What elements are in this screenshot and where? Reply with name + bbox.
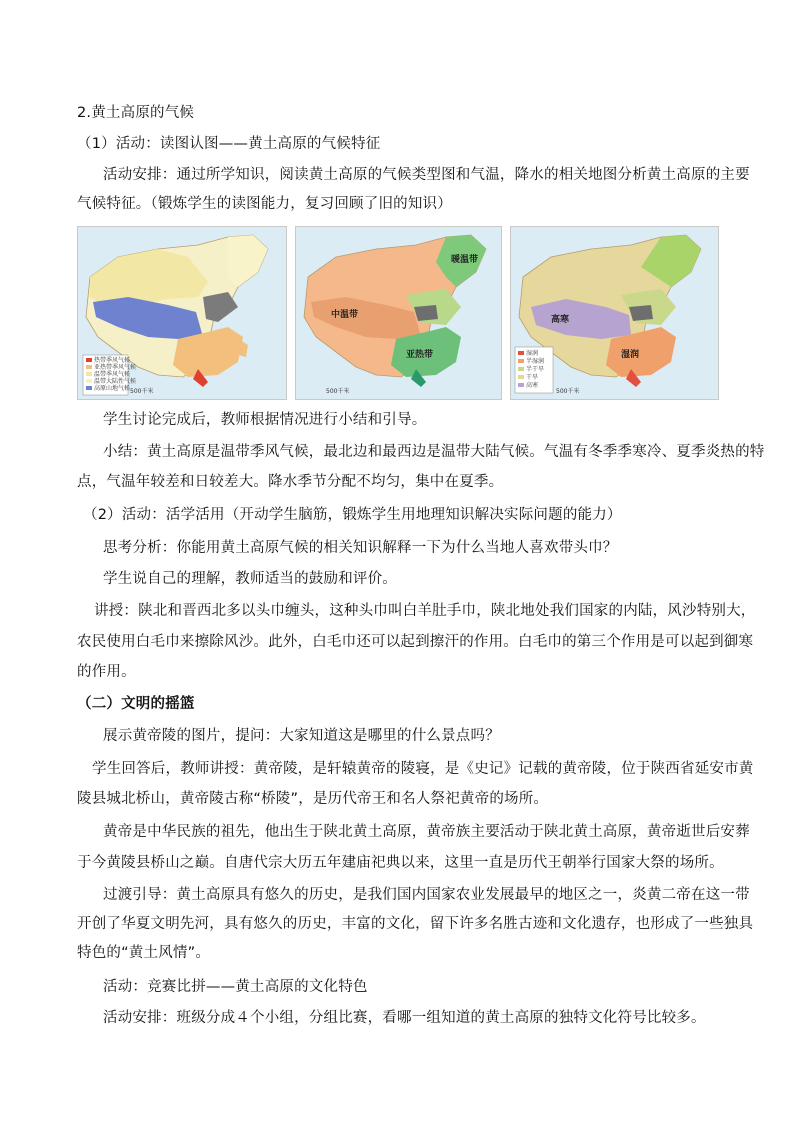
map2-zone-2: 亚热带 (406, 350, 434, 360)
transition-line1: 过渡引导：黄土高原具有悠久的历史，是我们国内国家农业发展最早的地区之一，炎黄二帝在这一带 (103, 887, 750, 903)
section2-title: （二）文明的摇篮 (77, 696, 195, 712)
map3-legend-2: 半干旱 (526, 366, 545, 373)
map1-legend-2: 温带季风气候 (94, 371, 131, 378)
map1-legend-3: 温带大陆性气候 (94, 378, 137, 385)
precipitation-zone-map (510, 226, 719, 400)
climate-map-figures (77, 226, 717, 398)
lecture1-line2: 农民使用白毛巾来擦除风沙。此外，白毛巾还可以起到擦汗的作用。白毛巾的第三个作用是可以起到御寒 (77, 634, 754, 650)
activity1-title: （1）活动：读图认图——黄土高原的气候特征 (77, 136, 381, 152)
think-analysis: 思考分析：你能用黄土高原气候的相关知识解释一下为什么当地人喜欢带头巾？ (103, 540, 618, 556)
map3-legend-0: 湿润 (526, 350, 539, 357)
lecture2-line1: 学生回答后，教师讲授：黄帝陵，是轩辕黄帝的陵寝，是《史记》记载的黄帝陵，位于陕西省延安市黄 (92, 761, 754, 777)
map1-scale: 500千米 (130, 388, 154, 395)
activity2-title: （2）活动：活学活用（开动学生脑筋，锻炼学生用地理知识解决实际问题的能力） (83, 507, 622, 523)
huangdi-line1: 黄帝是中华民族的祖先，他出生于陕北黄土高原，黄帝族主要活动于陕北黄土高原，黄帝逝世后安葬 (103, 824, 750, 840)
map3-zone-0: 湿润 (621, 350, 640, 360)
climate-type-map (77, 226, 287, 400)
activity1-arrangement-line2: 气候特征。（锻炼学生的读图能力，复习回顾了旧的知识） (77, 196, 452, 212)
map1-legend-4: 高原山地气候 (94, 385, 131, 392)
activity1-arrangement-line1: 活动安排：通过所学知识，阅读黄土高原的气候类型图和气温，降水的相关地图分析黄土高原的主要 (103, 167, 750, 183)
climate-type-map-graphic (78, 227, 286, 399)
temperature-zone-map (295, 226, 502, 400)
transition-line2: 开创了华夏文明先河，具有悠久的历史，丰富的文化，留下许多名胜古迹和文化遗存，也形成了一些独具 (77, 916, 754, 932)
after-discussion: 学生讨论完成后，教师根据情况进行小结和引导。 (103, 412, 427, 428)
activity3: 活动：竞赛比拼——黄土高原的文化特色 (103, 979, 368, 995)
map3-scale: 500千米 (556, 388, 580, 395)
lecture1-line1: 讲授：陕北和晋西北多以头巾缠头，这种头巾叫白羊肚手巾，陕北地处我们国家的内陆，风沙特别大， (94, 603, 756, 619)
map1-legend-1: 亚热带季风气候 (94, 364, 137, 371)
summary-line1: 小结：黄土高原是温带季风气候，最北边和最西边是温带大陆气候。气温有冬季季寒冷、夏季炎热的特 (103, 444, 765, 460)
student-answer: 学生说自己的理解，教师适当的鼓励和评价。 (103, 571, 397, 587)
lecture2-line2: 陵县城北桥山，黄帝陵古称“桥陵”，是历代帝王和名人祭祀黄帝的场所。 (77, 791, 549, 807)
lecture1-line3: 的作用。 (77, 664, 136, 680)
map3-legend-3: 干旱 (526, 374, 539, 381)
temperature-zone-map-graphic (296, 227, 501, 399)
show-picture: 展示黄帝陵的图片，提问：大家知道这是哪里的什么景点吗？ (103, 728, 500, 744)
transition-line3: 特色的“黄土风情”。 (77, 945, 211, 961)
precipitation-zone-map-graphic (511, 227, 718, 399)
summary-line2: 点，气温年较差和日较差大。降水季节分配不均匀，集中在夏季。 (77, 474, 504, 490)
map2-zone-0: 中温带 (331, 310, 359, 320)
activity3-arrangement: 活动安排：班级分成４个小组，分组比赛，看哪一组知道的黄土高原的独特文化符号比较多。 (103, 1010, 706, 1026)
huangdi-line2: 于今黄陵县桥山之巅。自唐代宗大历五年建庙祀典以来，这里一直是历代王朝举行国家大祭的场所。 (77, 855, 724, 871)
map3-zone-4: 高寒 (551, 315, 570, 325)
map3-legend-4: 高寒 (526, 382, 539, 389)
map2-zone-1: 暖温带 (451, 255, 479, 265)
map3-legend-1: 半湿润 (526, 358, 545, 365)
section-title: 2.黄土高原的气候 (77, 105, 195, 121)
map1-legend-0: 热带季风气候 (94, 357, 131, 364)
map2-scale: 500千米 (326, 388, 350, 395)
